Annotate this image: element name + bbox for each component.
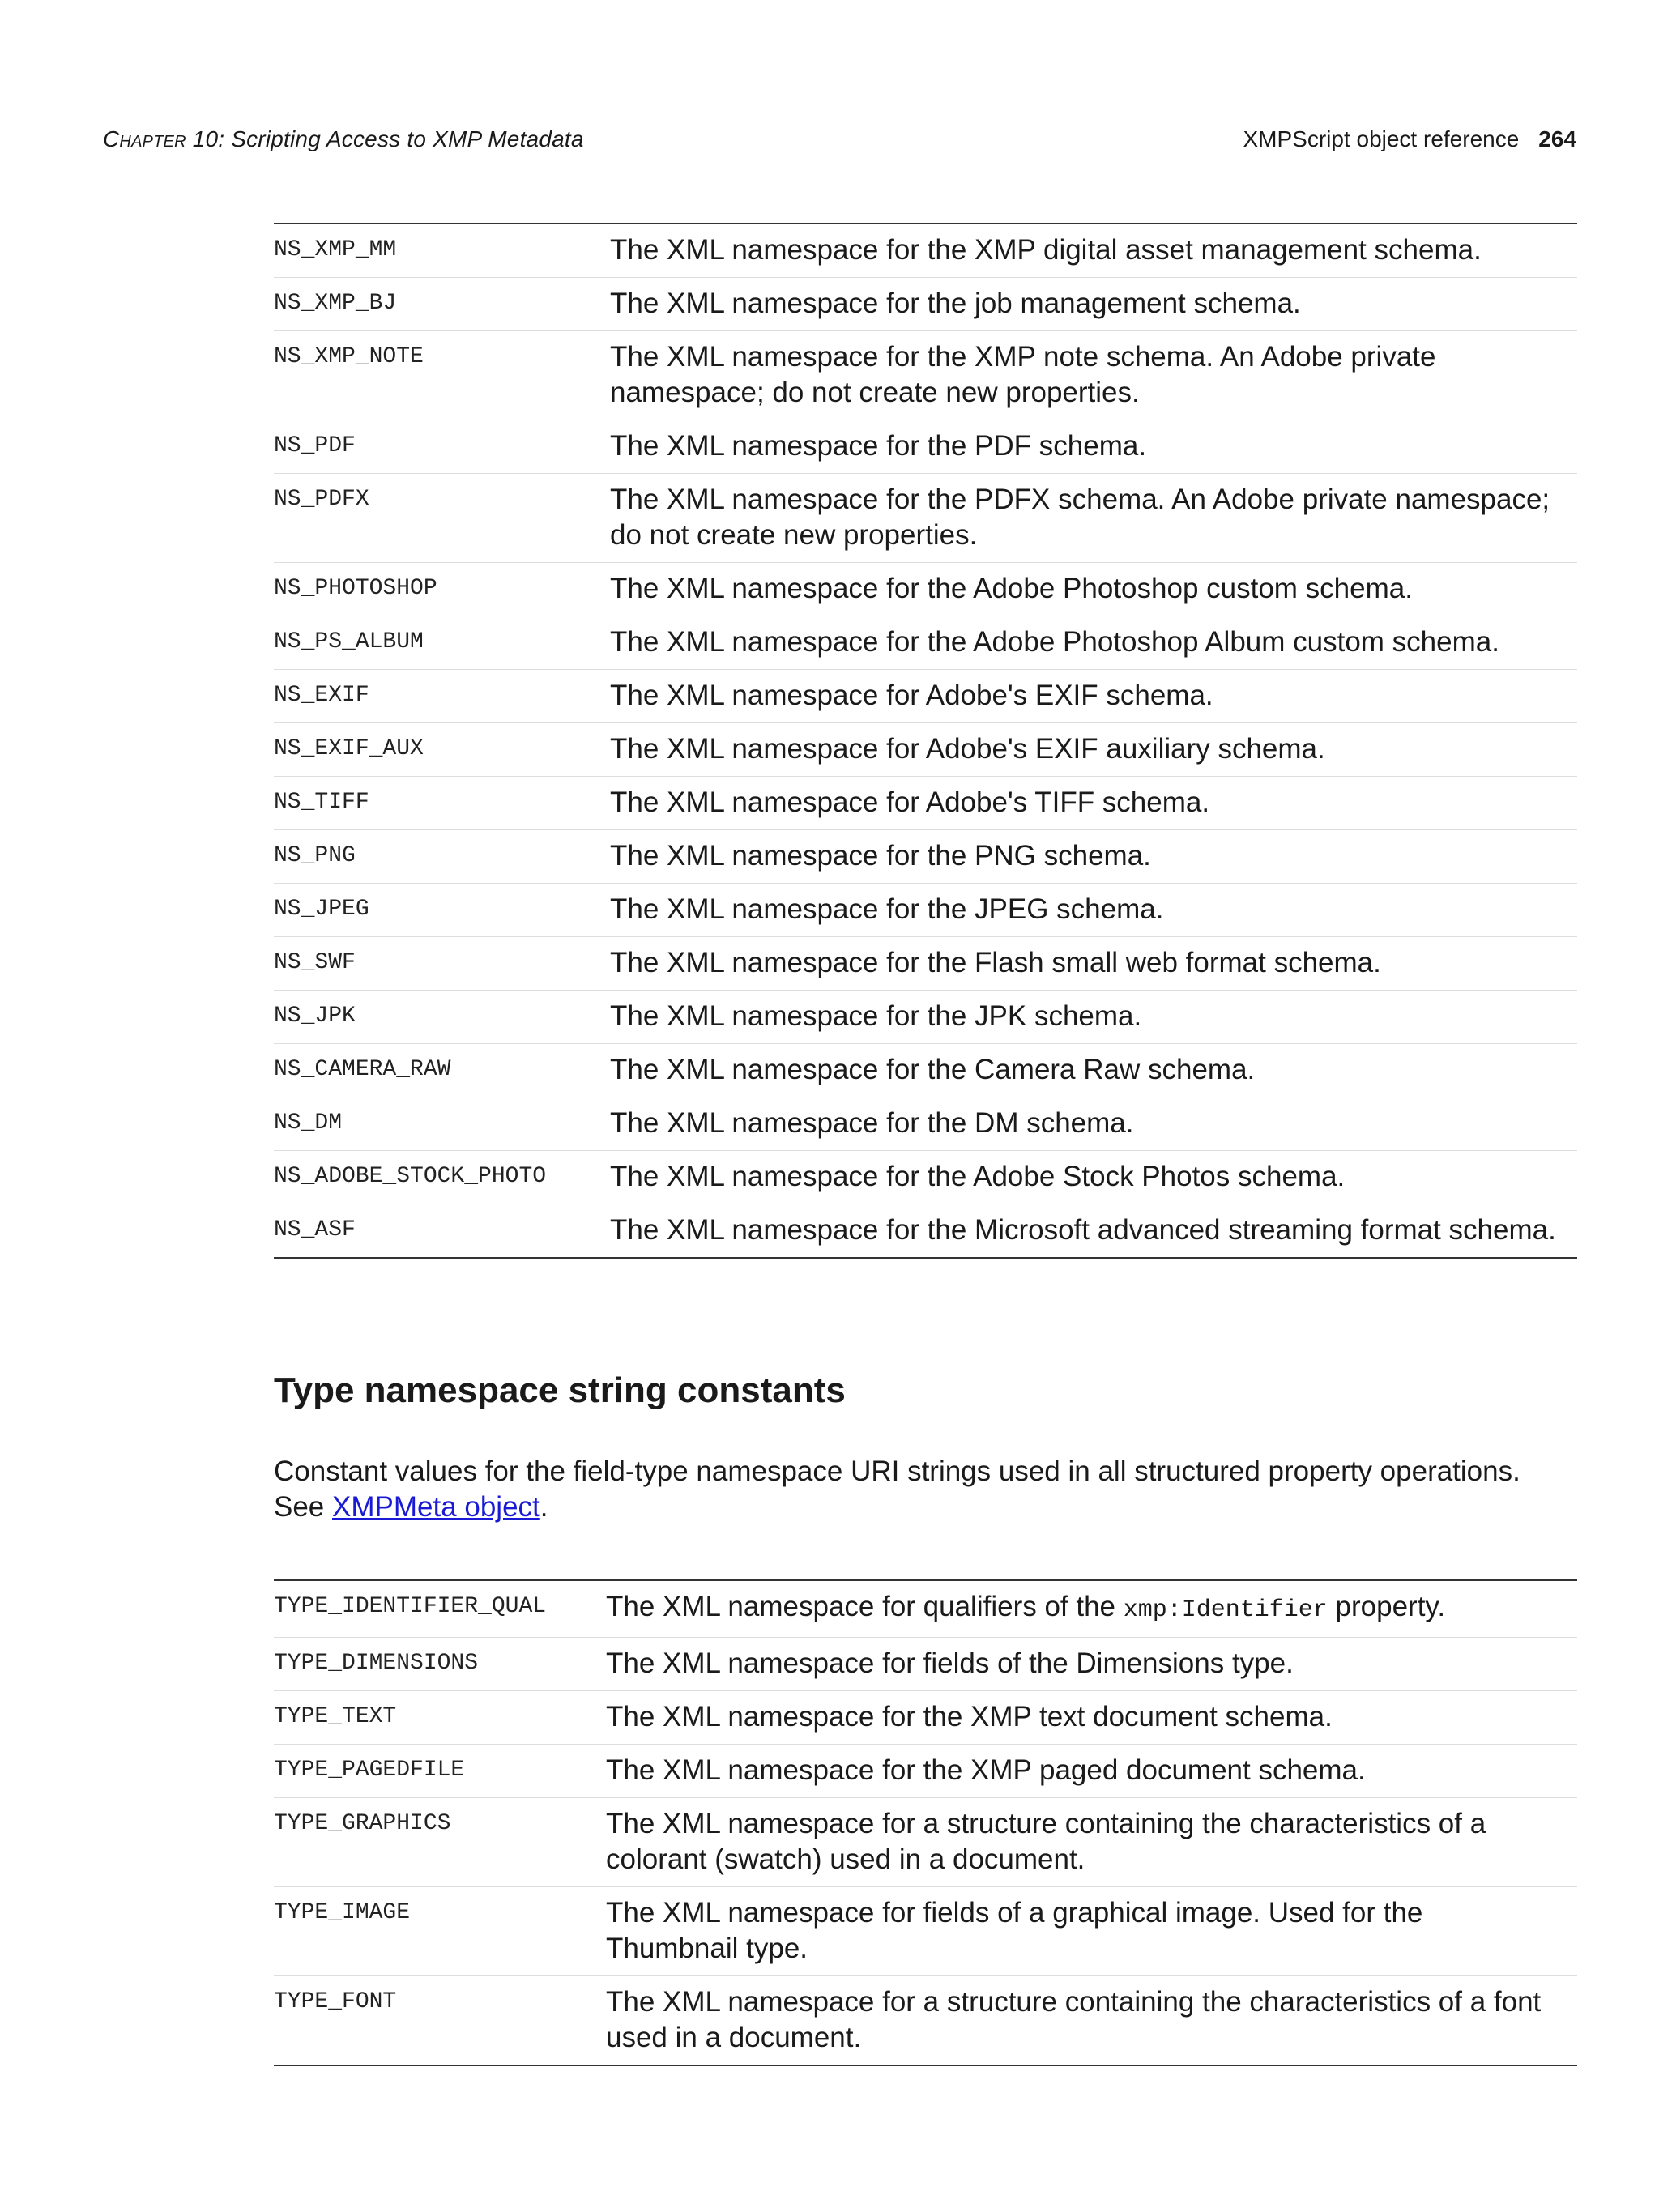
constant-description: The XML namespace for Adobe's EXIF schema.	[610, 680, 1213, 711]
table-row	[274, 1887, 1577, 1976]
intro-text-end: .	[539, 1491, 548, 1523]
constant-description: The XML namespace for the Adobe Stock Photos schema.	[610, 1161, 1346, 1192]
constant-name: TYPE_IDENTIFIER_QUAL	[274, 1594, 547, 1619]
constant-name: NS_DM	[274, 1110, 343, 1136]
constant-name: TYPE_PAGEDFILE	[274, 1758, 465, 1783]
inline-code: xmp:Identifier	[1123, 1596, 1328, 1624]
table-row	[274, 278, 1577, 331]
constant-name: NS_TIFF	[274, 790, 369, 815]
section-heading: Type namespace string constants	[274, 1370, 846, 1410]
table-row	[274, 224, 1577, 278]
table-row	[274, 420, 1577, 474]
constant-name: NS_PDFX	[274, 487, 369, 512]
constant-name: NS_PHOTOSHOP	[274, 576, 437, 601]
constant-name: NS_PNG	[274, 843, 356, 868]
constant-description: The XML namespace for a structure containing the characteristics of a colorant (swatch) used in a document.	[606, 1808, 1486, 1875]
table-row	[274, 937, 1577, 991]
table-row	[274, 991, 1577, 1044]
constant-name: NS_XMP_MM	[274, 237, 397, 262]
constant-description: The XML namespace for the XMP digital asset management schema.	[610, 234, 1482, 266]
constant-description: The XML namespace for the PNG schema.	[610, 840, 1151, 872]
constant-description: The XML namespace for Adobe's EXIF auxiliary schema.	[610, 733, 1325, 765]
table-row	[274, 1151, 1577, 1204]
constant-name: NS_ADOBE_STOCK_PHOTO	[274, 1164, 547, 1189]
intro-text: Constant values for the field-type namespace URI strings used in all structured property operations. See	[274, 1455, 1520, 1523]
constant-name: NS_EXIF	[274, 683, 369, 708]
constant-description	[606, 1580, 1577, 1638]
table-row	[274, 830, 1577, 884]
constant-name: NS_JPK	[274, 1004, 356, 1029]
constant-name: NS_ASF	[274, 1217, 356, 1242]
constant-description: The XML namespace for the XMP paged document schema.	[606, 1754, 1366, 1786]
constant-description: The XML namespace for the DM schema.	[610, 1107, 1134, 1139]
constant-description: The XML namespace for the JPK schema.	[610, 1000, 1142, 1032]
table-row	[274, 1798, 1577, 1887]
type-constants-table	[274, 1579, 1577, 2066]
table-row	[274, 1097, 1577, 1151]
xmpmeta-object-link[interactable]: XMPMeta object	[332, 1491, 540, 1523]
constant-description: The XML namespace for the PDFX schema. An Adobe private namespace; do not create new properties.	[610, 484, 1550, 551]
table-row	[274, 616, 1577, 670]
constant-description: The XML namespace for the Adobe Photoshop custom schema.	[610, 573, 1413, 604]
table-row	[274, 563, 1577, 616]
constant-description: The XML namespace for Adobe's TIFF schema.	[610, 786, 1210, 818]
constant-name: TYPE_GRAPHICS	[274, 1811, 451, 1836]
desc-text: The XML namespace for qualifiers of the	[606, 1591, 1124, 1622]
table-row	[274, 331, 1577, 420]
constant-name: NS_XMP_BJ	[274, 291, 397, 316]
constant-name: NS_SWF	[274, 950, 356, 975]
chapter-title-rest: 10: Scripting Access to XMP Metadata	[186, 126, 584, 151]
table-row	[274, 1580, 1577, 1638]
constant-description: The XML namespace for fields of a graphical image. Used for the Thumbnail type.	[606, 1897, 1423, 1964]
constant-name: NS_PDF	[274, 433, 356, 458]
namespace-constants-table	[274, 223, 1577, 1259]
constant-description: The XML namespace for the Camera Raw schema.	[610, 1054, 1256, 1085]
table-row	[274, 723, 1577, 777]
constant-name: NS_XMP_NOTE	[274, 344, 424, 369]
header-right	[1243, 126, 1576, 152]
table-row	[274, 884, 1577, 937]
chapter-title	[103, 126, 584, 152]
constant-description: The XML namespace for a structure containing the characteristics of a font used in a document.	[606, 1986, 1542, 2053]
constant-name: NS_JPEG	[274, 897, 369, 922]
table-row	[274, 1044, 1577, 1097]
table-row	[274, 1691, 1577, 1745]
constant-name: NS_CAMERA_RAW	[274, 1057, 451, 1082]
table-row	[274, 1638, 1577, 1691]
table-row	[274, 474, 1577, 563]
constant-description: The XML namespace for fields of the Dimensions type.	[606, 1647, 1294, 1679]
constant-name: TYPE_FONT	[274, 1989, 397, 2014]
table-row	[274, 1976, 1577, 2066]
constant-name: TYPE_IMAGE	[274, 1900, 411, 1925]
constant-description: The XML namespace for the Microsoft advanced streaming format schema.	[610, 1214, 1556, 1246]
constant-description: The XML namespace for the JPEG schema.	[610, 893, 1164, 925]
constant-description: The XML namespace for the Flash small web format schema.	[610, 947, 1381, 978]
page-number: 264	[1538, 126, 1576, 151]
table-row	[274, 1745, 1577, 1798]
constant-description: The XML namespace for the XMP text document schema.	[606, 1701, 1333, 1733]
constant-description: The XML namespace for the PDF schema.	[610, 430, 1147, 462]
constant-name: NS_EXIF_AUX	[274, 736, 424, 761]
constant-description: The XML namespace for the Adobe Photoshop Album custom schema.	[610, 626, 1499, 658]
constant-description: The XML namespace for the XMP note schema. An Adobe private namespace; do not create new properties.	[610, 341, 1436, 408]
constant-name: TYPE_DIMENSIONS	[274, 1651, 479, 1676]
constant-name: NS_PS_ALBUM	[274, 629, 424, 654]
table-row	[274, 670, 1577, 723]
chapter-prefix: Chapter	[103, 126, 186, 151]
table-row	[274, 777, 1577, 830]
section-name: XMPScript object reference	[1243, 126, 1520, 151]
constant-name: TYPE_TEXT	[274, 1704, 397, 1729]
table-row	[274, 1204, 1577, 1259]
page-header	[103, 126, 1576, 162]
section-intro	[274, 1454, 1577, 1525]
desc-text-end: property.	[1327, 1591, 1446, 1622]
constant-description: The XML namespace for the job management schema.	[610, 288, 1301, 319]
